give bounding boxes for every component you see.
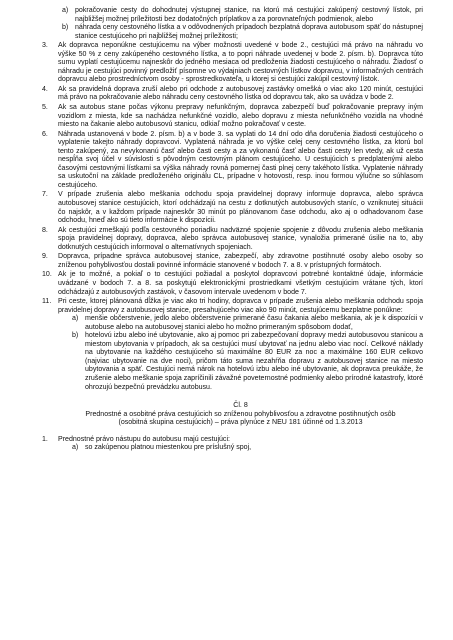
numbered-list (42, 42, 423, 392)
item-number: 9. (42, 253, 48, 261)
list-item (42, 85, 423, 103)
article-subtitle-line-2: (osobitná skupina cestujúcich) – práva plynúce z NEU 181 účinné od 1.3.2013 (118, 419, 363, 427)
list-item (42, 435, 423, 445)
list-item (42, 42, 423, 85)
list-item (62, 7, 423, 24)
item-text: Prednostné právo nástupu do autobusu majú cestujúci: (58, 435, 230, 443)
item-number: 3. (42, 42, 48, 50)
item-text: Ak je to možné, a pokiaľ o to cestujúci požiadal a poskytol dopravcovi potrebné kontaktné údaje, informácie uvádzané v bodoch 7. a 8. sa poskytujú elektronickými prostriedkami všetkým cestujúcim vrátane tých, ktorí odchádzajú z autobusových zastávok, v časovom intervale uvedenom v bode 7. (58, 271, 423, 296)
item-number: 1. (42, 435, 48, 443)
item-text: pokračovanie cesty do dohodnutej výstupnej stanice, na ktorú má cestujúci zakúpený cestovný lístok, pri najbližšej možnej príležitosti bez dodatočných príplatkov a za porovnateľných podmienok, alebo (75, 7, 423, 23)
article-8-list (42, 435, 423, 453)
item-label: b) (72, 332, 79, 340)
item-label: b) (62, 24, 69, 32)
item-text: Ak cestujúci zmeškajú podľa cestovného poriadku nadväzné spojenie spojenie z dôvodu zrušenia alebo meškania spoja pravidelnej dopravy, dopravca, alebo správca autobusovej stanice, vynaložia primerané úsilie na to, aby dotknutých cestujúcich informoval o alternatívnych spojeniach. (58, 226, 423, 251)
item-number: 11. (42, 298, 52, 306)
item-text: náhrada ceny cestovného lístka a v odôvodnených prípadoch bezplatná doprava autobusom späť do nástupnej stanice cestujúceho pri najbližšej možnej príležitosti; (75, 24, 423, 40)
item-text: V prípade zrušenia alebo meškania odchodu spoja pravidelnej dopravy informuje dopravca, alebo správca autobusovej stanice cestujúcich, ktorí odchádzajú na cestu z dotknutých autobusových staníc, o vzniknutej situácii čo najskôr, a v každom prípade najneskôr 30 minút po plánovanom čase odchodu, ako aj o odhadovanom čase odchodu, hneď ako sú tieto informácie k dispozícii. (58, 191, 423, 225)
article-heading: Čl. 8 (233, 402, 248, 410)
item-number: 4. (42, 85, 48, 93)
list-item (42, 271, 423, 297)
item-label: a) (72, 444, 79, 452)
article-subtitle-line-1: Prednostné a osobitné práva cestujúcich so zníženou pohyblivosťou a zdravotne postihnutých osôb (85, 410, 396, 418)
item-text: menšie občerstvenie, jedlo alebo občerstvenie primerané času čakania alebo meškania, ak je k dispozícii v autobuse alebo na autobusovej stanici alebo ho možno primeraným spôsobom dodať, (85, 315, 423, 331)
item-text: Náhrada ustanovená v bode 2. písm. b) a v bode 3. sa vyplati do 14 dní odo dňa doručenia žiadosti cestujúceho o vyplatenie takejto náhrady dopravcovi. Vyplatená náhrada je vo výške celej ceny cestovného lístka, za ktorú bol tento zakúpený, za nevykonanú časť alebo časti cesty a za vykonanú časť alebo časti cesty len vtedy, ak už cesta nespĺňa svoj účel v súvislosti s pôvodným cestovným plánom cestujúceho. U cestujúcich s predplatenými alebo časovými cestovnými lístkami sa výška náhrady rovná pomernej časti plnej ceny takéhoto lístka. Vyplatenie náhrady sa uskutoční na základe predloženého originálu CL, prípadne v hotovosti, resp. inou formou výlučne so súhlasom cestujúceho. (58, 130, 423, 189)
list-item (42, 191, 423, 225)
item-text: Pri ceste, ktorej plánovaná dĺžka je viac ako tri hodiny, dopravca v prípade zrušenia alebo meškania odchodu spoja pravidelnej dopravy z autobusovej stanice, presahujúceho viac ako 90 minút, cestujúcemu bezplatne ponúkne: (58, 298, 423, 314)
list-item (72, 315, 423, 332)
list-item (42, 253, 423, 270)
item-number: 8. (42, 226, 48, 234)
item-label: a) (62, 7, 69, 14)
list-item (42, 130, 423, 191)
item-text: so zakúpenou platnou miestenkou pre príslušný spoj, (85, 444, 252, 452)
point-11-subitems (58, 315, 423, 392)
list-item (62, 24, 423, 41)
point-2-continuation (58, 7, 423, 41)
item-number: 5. (42, 104, 48, 112)
item-text: Dopravca, prípadne správca autobusovej stanice, zabezpečí, aby zdravotne postihnuté osoby alebo osoby so zníženou pohyblivosťou dostali povinné informácie stanovené v bodoch 7. a 8. v prístupných formátoch. (58, 253, 423, 269)
item-text: Ak dopravca neponúkne cestujúcemu na výber možnosti uvedené v bode 2., cestujúci má právo na náhradu vo výške 50 % z ceny zakúpeného cestovného lístka, a to popri náhrade uvedenej v bode 2. písm. b). Dopravca túto sumu vyplatí cestujúcemu najneskôr do jedného mesiaca od predloženia žiadosti cestujúceho o náhradu. Žiadosť o náhradu je cestujúci povinný predložiť písomne vo výdajniach cestovných lístkov dopravcu, v informačných centrách dopravcu alebo prostredníctvom osoby - sprostredkovateľa, u ktorej si cestujúci zakúpil cestovný lístok. (58, 42, 423, 84)
item-number: 6. (42, 130, 48, 138)
item-text: hotelovú izbu alebo iné ubytovanie, ako aj pomoc pri zabezpečovaní dopravy medzi autobusovou stanicou a miestom ubytovania v prípadoch, ak sa cestujúci musí ubytovať na jednu alebo viac nocí. Celkové náklady na ubytovanie na každého cestujúceho sú maximálne 80 EUR za noc a maximálne 160 EUR celkovo (najviac ubytovanie na dve noci), pričom táto suma nezahŕňa dopravu z autobusovej stanice na miesto ubytovania a späť. Cestujúci nemá nárok na hotelovú izbu alebo iné ubytovanie, ak dopravca preukáže, že zrušenie alebo meškanie spoja zapríčinili závažné poveternostné podmienky alebo prírodné katastrofy, ktoré ohrozujú bezpečnú prevádzku autobusu. (85, 332, 423, 391)
list-item (42, 298, 423, 315)
item-number: 7. (42, 191, 48, 199)
item-text: Ak sa autobus stane počas výkonu prepravy nefunkčným, dopravca zabezpečí buď pokračovanie prepravy iným vozidlom z miesta, kde sa nachádza nefunkčné vozidlo, alebo dopravu z miesta nefunkčného vozidla na vhodné miesto na čakanie alebo autobusovú stanicu, odkiaľ možno pokračovať v ceste. (58, 104, 423, 129)
list-item (42, 104, 423, 130)
list-item (72, 332, 423, 392)
item-text: Ak sa pravidelná doprava zruší alebo pri odchode z autobusovej zastávky omešká o viac ako 120 minút, cestujúci má právo na pokračovanie alebo náhradu ceny cestovného lístka od dopravcu tak, ako sa uvádza v bode 2. (58, 85, 423, 102)
item-label: a) (72, 315, 79, 323)
list-item (42, 226, 423, 253)
list-item (72, 444, 423, 453)
item-number: 10. (42, 271, 52, 279)
